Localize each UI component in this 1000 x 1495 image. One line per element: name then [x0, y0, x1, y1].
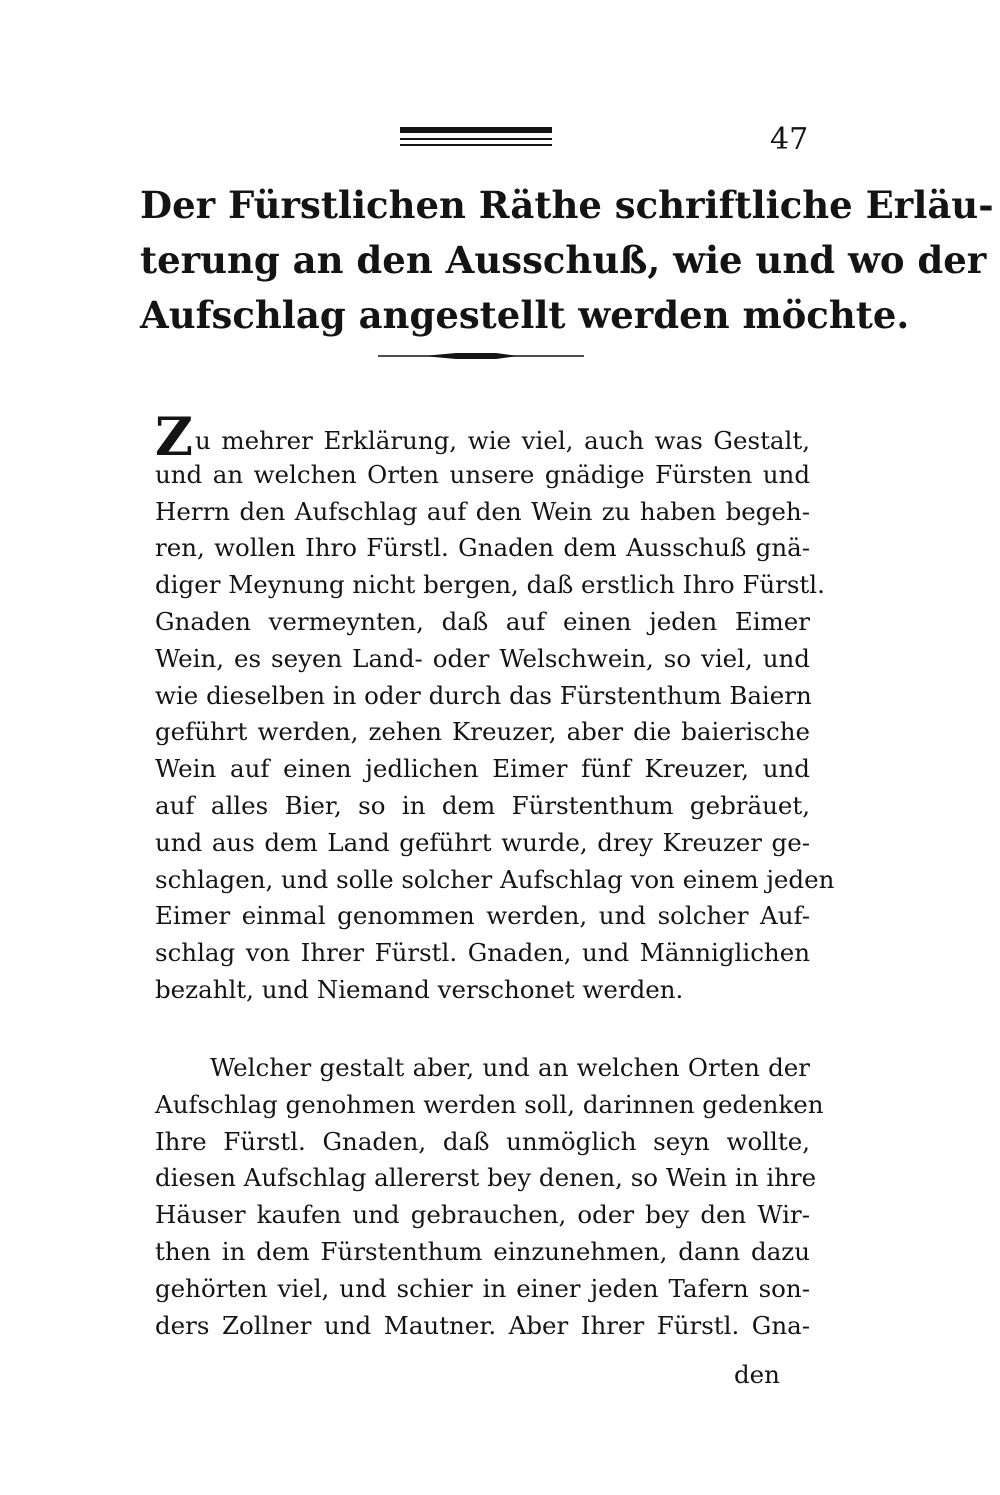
page-number: 47 — [770, 122, 809, 157]
heading-line: terung an den Ausschuß, wie und wo der — [140, 238, 987, 282]
text-line: Aufschlag genohmen werden soll, darinnen gedenken — [155, 1089, 824, 1119]
text-line: schlag von Ihrer Fürstl. Gnaden, und Männiglichen — [155, 938, 810, 968]
text-line: wie dieselben in oder durch das Fürstenthum Baiern — [155, 680, 812, 710]
text-line: ren, wollen Ihro Fürstl. Gnaden dem Ausschuß gnä- — [155, 533, 810, 563]
text-line: schlagen, und solle solcher Aufschlag von einem jeden — [155, 864, 835, 894]
text-line: auf alles Bier, so in dem Fürstenthum gebräuet, — [155, 790, 810, 820]
text-line: Wein auf einen jedlichen Eimer fünf Kreuzer, und — [155, 754, 810, 784]
text-line: Herrn den Aufschlag auf den Wein zu haben begeh- — [155, 496, 810, 526]
text-line: Gnaden vermeynten, daß auf einen jeden Eimer — [155, 606, 810, 636]
text-line: Häuser kaufen und gebrauchen, oder bey den Wir- — [155, 1200, 810, 1230]
text-line: diesen Aufschlag allererst bey denen, so Wein in ihre — [155, 1163, 817, 1193]
text-line: bezahlt, und Niemand verschonet werden. — [155, 974, 684, 1004]
text-line: und aus dem Land geführt wurde, drey Kreuzer ge- — [155, 827, 810, 857]
heading-line: Der Fürstlichen Räthe schriftliche Erläu- — [140, 183, 994, 227]
text-line: ders Zollner und Mautner. Aber Ihrer Fürstl. Gna- — [155, 1310, 810, 1340]
text-line: geführt werden, zehen Kreuzer, aber die baierische — [155, 717, 810, 747]
catchword: den — [734, 1360, 780, 1389]
paragraph-1 — [155, 407, 835, 1009]
section-heading — [140, 178, 994, 343]
header-ornament-rule — [400, 127, 552, 149]
text-line: gehörten viel, und schier in einer jeden Tafern son- — [155, 1273, 810, 1303]
text-line: Zu mehrer Erklärung, wie viel, auch was Gestalt, — [155, 407, 810, 468]
text-line: diger Meynung nicht bergen, daß erstlich Ihro Fürstl. — [155, 570, 825, 600]
text-line: Eimer einmal genommen werden, und solcher Auf- — [155, 901, 810, 931]
text-line: Wein, es seyen Land- oder Welschwein, so viel, und — [155, 643, 810, 673]
text-line: Ihre Fürstl. Gnaden, daß unmöglich seyn wollte, — [155, 1126, 810, 1156]
paragraph-2 — [155, 1050, 824, 1344]
heading-line: Aufschlag angestellt werden möchte. — [140, 293, 910, 337]
text-line: Welcher gestalt aber, und an welchen Orten der — [210, 1053, 810, 1082]
text-line: und an welchen Orten unsere gnädige Fürsten und — [155, 459, 810, 489]
drop-capital: Z — [155, 407, 193, 468]
text-line: then in dem Fürstenthum einzunehmen, dann dazu — [155, 1236, 810, 1266]
ornamental-divider — [378, 352, 584, 360]
